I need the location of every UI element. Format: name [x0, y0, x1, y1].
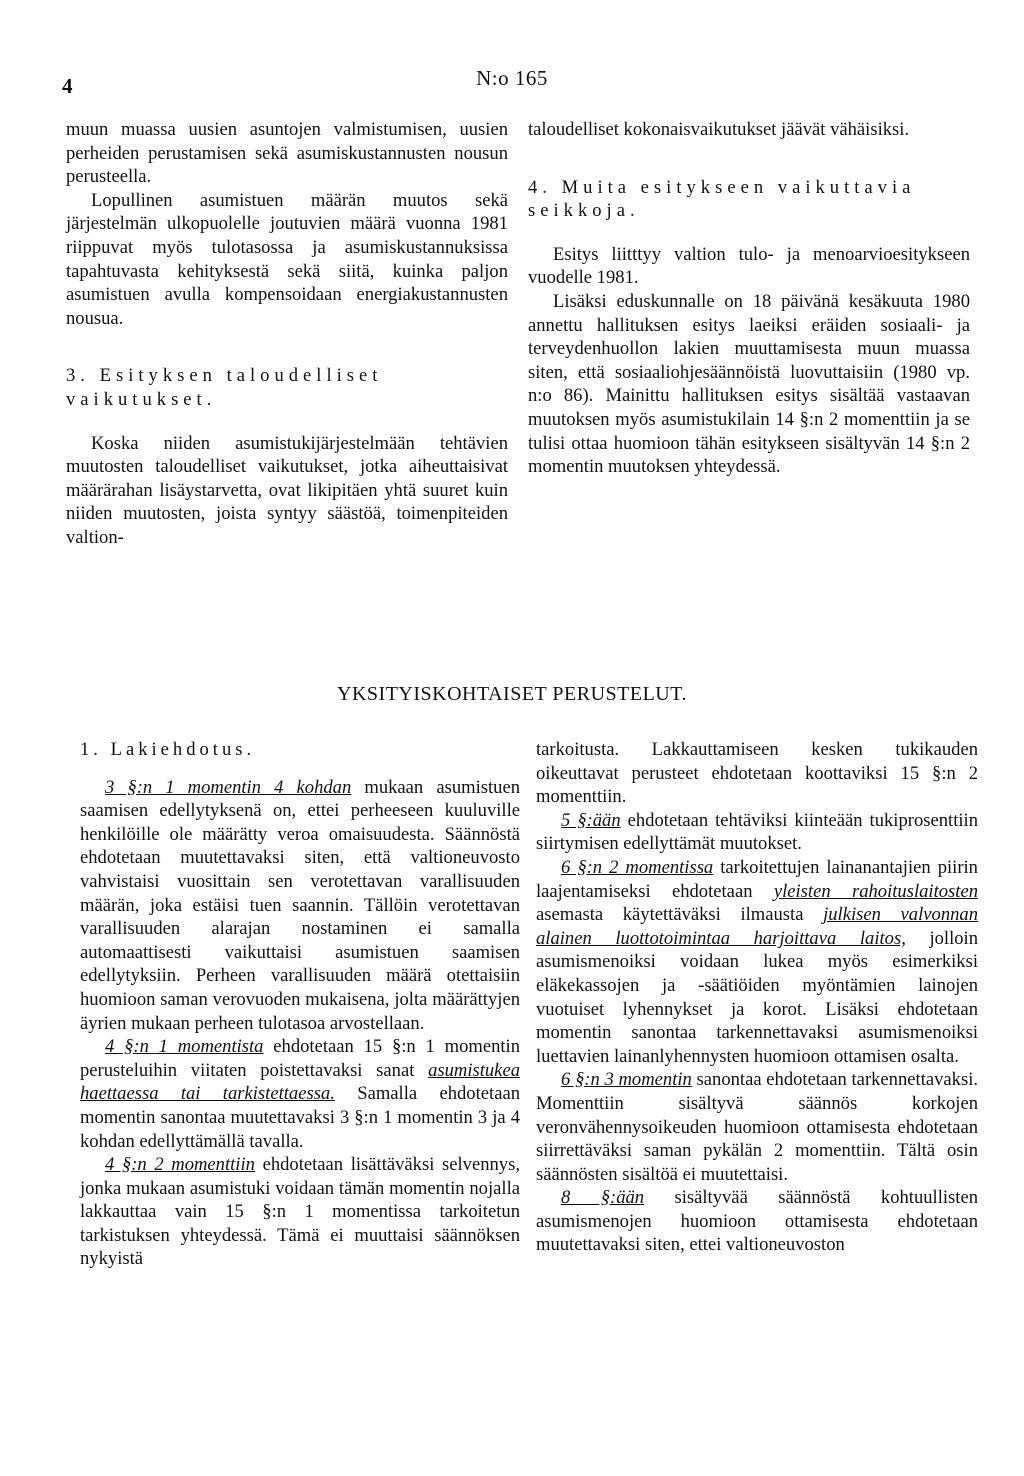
paragraph: tarkoitusta. Lakkauttamiseen kesken tukikauden oikeuttavat perusteet ehdotetaan koottaviksi 15 §:n 2 momenttiin. [536, 739, 978, 808]
section-reference: 8 §:ään [561, 1187, 645, 1209]
paragraph-text: asemasta käytettäväksi ilmausta [536, 904, 824, 926]
column-bottom-right [536, 738, 978, 1257]
paragraph: taloudelliset kokonaisvaikutukset jäävät vähäisiksi. [528, 119, 910, 140]
section-heading-4 [528, 176, 970, 223]
paragraph-text: jolloin asumismenoiksi voidaan lukea myös esimerkiksi eläkekassojen ja -säätiöiden myöntämien lainojen vuotuiset lyhennykset ja korot. Lisäksi ehdotetaan momentin sanontaa tarkennettavaksi asumismenoiksi luettavien lainanlyhennysten huomioon ottamisen osalta. [536, 927, 979, 1067]
section-reference: 4 §:n 1 momentista [105, 1036, 264, 1058]
paragraph-text: sanontaa ehdotetaan tarkennettavaksi. Momenttiin sisältyvä säännös korkojen veronvähennysoikeuden huomioon ottamisesta ehdotetaan siirrettäväksi saman pykälän 2 momenttiin. Tältä osin säännösten sisältöä ei muutettaisi. [536, 1069, 979, 1185]
section-title: YKSITYISKOHTAISET PERUSTELUT. [337, 683, 687, 705]
paragraph-text: mukaan asumistuen saamisen edellytyksenä on, ettei perheeseen kuuluville henkilöille ole määrätty veroa omaisuudesta. Säännöstä ehdotetaan muutettavaksi siten, että valtioneuvosto vahvistaisi vuosittain sen verotettavan varallisuuden määrän, joka estäisi tuen saannin. Tällöin verotettavan varallisuuden alarajan nostaminen ei samalla automaattisesti vaikuttaisi asumistuen saamisen edellytyksiin. Perheen varallisuuden määrä otettaisiin huomioon saman verovuoden mukaisena, jolta määrättyjen äyrien mukaan perheen tulotasoa arvostellaan. [80, 776, 520, 1034]
paragraph [80, 1153, 520, 1271]
column-top-left [66, 118, 508, 550]
section-number: 4. [528, 176, 552, 198]
paragraph: Esitys liitttyy valtion tulo- ja menoarvioesitykseen vuodelle 1981. [528, 243, 970, 289]
paragraph-text: Samalla ehdotetaan momentin sanontaa muutettavaksi 3 §:n 1 momentin 3 ja 4 kohdan edellyttämällä tavalla. [80, 1083, 520, 1152]
section-heading-text: Muita esitykseen vaikuttavia seikkoja. [528, 176, 916, 222]
paragraph [80, 776, 520, 1036]
column-bottom-left [80, 738, 520, 1271]
paragraph: Lopullinen asumistuen määrän muutos sekä järjestelmän ulkopuolelle joutuvien määrä vuonna 1981 riippuvat myös tulotasossa ja asumiskustannuksissa tapahtuvasta kehityksestä sekä siitä, kuinka paljon asumistuen avulla kompensoidaan energiakustannusten nousua. [66, 189, 508, 329]
paragraph [80, 1035, 520, 1153]
quoted-phrase: julkisen valvonnan alainen luottotoimintaa harjoittava laitos, [536, 904, 979, 949]
section-heading-text: Esityksen taloudelliset vaikutukset. [66, 365, 383, 410]
section-reference: 4 §:n 2 momenttiin [105, 1154, 255, 1176]
quoted-phrase: yleisten rahoituslaitosten [773, 880, 978, 902]
paragraph [536, 1186, 978, 1257]
paragraph [536, 1068, 978, 1186]
paragraph [536, 856, 978, 1068]
paragraph-text: ehdotetaan tehtäviksi kiinteään tukiprosenttiin siirtymisen edellyttämät muutokset. [536, 809, 978, 855]
paragraph: Koska niiden asumistukijärjestelmään tehtävien muutosten taloudelliset vaikutukset, jotka aiheuttaisivat määrärahan lisäystarvetta, ovat likipitäen yhtä suuret kuin niiden muutosten, joista syntyy säästöä, toimenpiteiden valtion- [66, 432, 508, 548]
section-reference: 3 §:n 1 momentin 4 kohdan [105, 776, 352, 798]
section-reference: 6 §:n 2 momentissa [561, 856, 714, 878]
paragraph-text: tarkoitettujen lainanantajien piirin laajentamiseksi ehdotetaan [536, 856, 978, 902]
paragraph: muun muassa uusien asuntojen valmistumisen, uusien perheiden perustamisen sekä asumiskustannusten nousun perusteella. [66, 119, 508, 188]
paragraph-text: ehdotetaan 15 §:n 1 momentin perusteluihin viitaten poistettavaksi sanat [80, 1036, 521, 1081]
paragraph [536, 809, 978, 856]
quoted-phrase: asumistukea haettaessa tai tarkistettaessa. [80, 1059, 520, 1105]
section-reference: 6 §:n 3 momentin [561, 1069, 692, 1091]
paragraph-text: sisältyvää säännöstä kohtuullisten asumismenojen huomioon ottamisesta ehdotetaan muutettavaksi siten, ettei valtioneuvoston [536, 1187, 979, 1256]
section-number: 3. [66, 365, 90, 387]
subsection-heading: 1. Lakiehdotus. [80, 739, 256, 760]
paragraph: Lisäksi eduskunnalle on 18 päivänä kesäkuuta 1980 annettu hallituksen esitys laeiksi eräiden sosiaali- ja terveydenhuollon lakien muuttamisesta muun muassa siten, että sosiaaliohjesäännöistä luovuttaisiin (1980 vp. n:o 86). Mainittu hallituksen esitys sisältää vastaavan muutoksen myös asumistukilain 14 §:n 2 momenttiin ja se tulisi ottaa huomioon tähän esitykseen sisältyvän 14 §:n 2 momentin muutoksen yhteydessä. [528, 290, 970, 478]
section-reference: 5 §:ään [561, 809, 621, 831]
column-top-right [528, 118, 970, 479]
paragraph-text: ehdotetaan lisättäväksi selvennys, jonka mukaan asumistuki voidaan tämän momentin nojalla lakkauttaa vain 15 §:n 1 momentissa tarkoitetun tarkistuksen yhteydessä. Tämä ei muuttaisi säännöksen nykyistä [80, 1154, 520, 1270]
page-number: 4 [62, 74, 73, 98]
document-number-header: N:o 165 [476, 66, 548, 90]
section-heading-3 [66, 364, 508, 411]
